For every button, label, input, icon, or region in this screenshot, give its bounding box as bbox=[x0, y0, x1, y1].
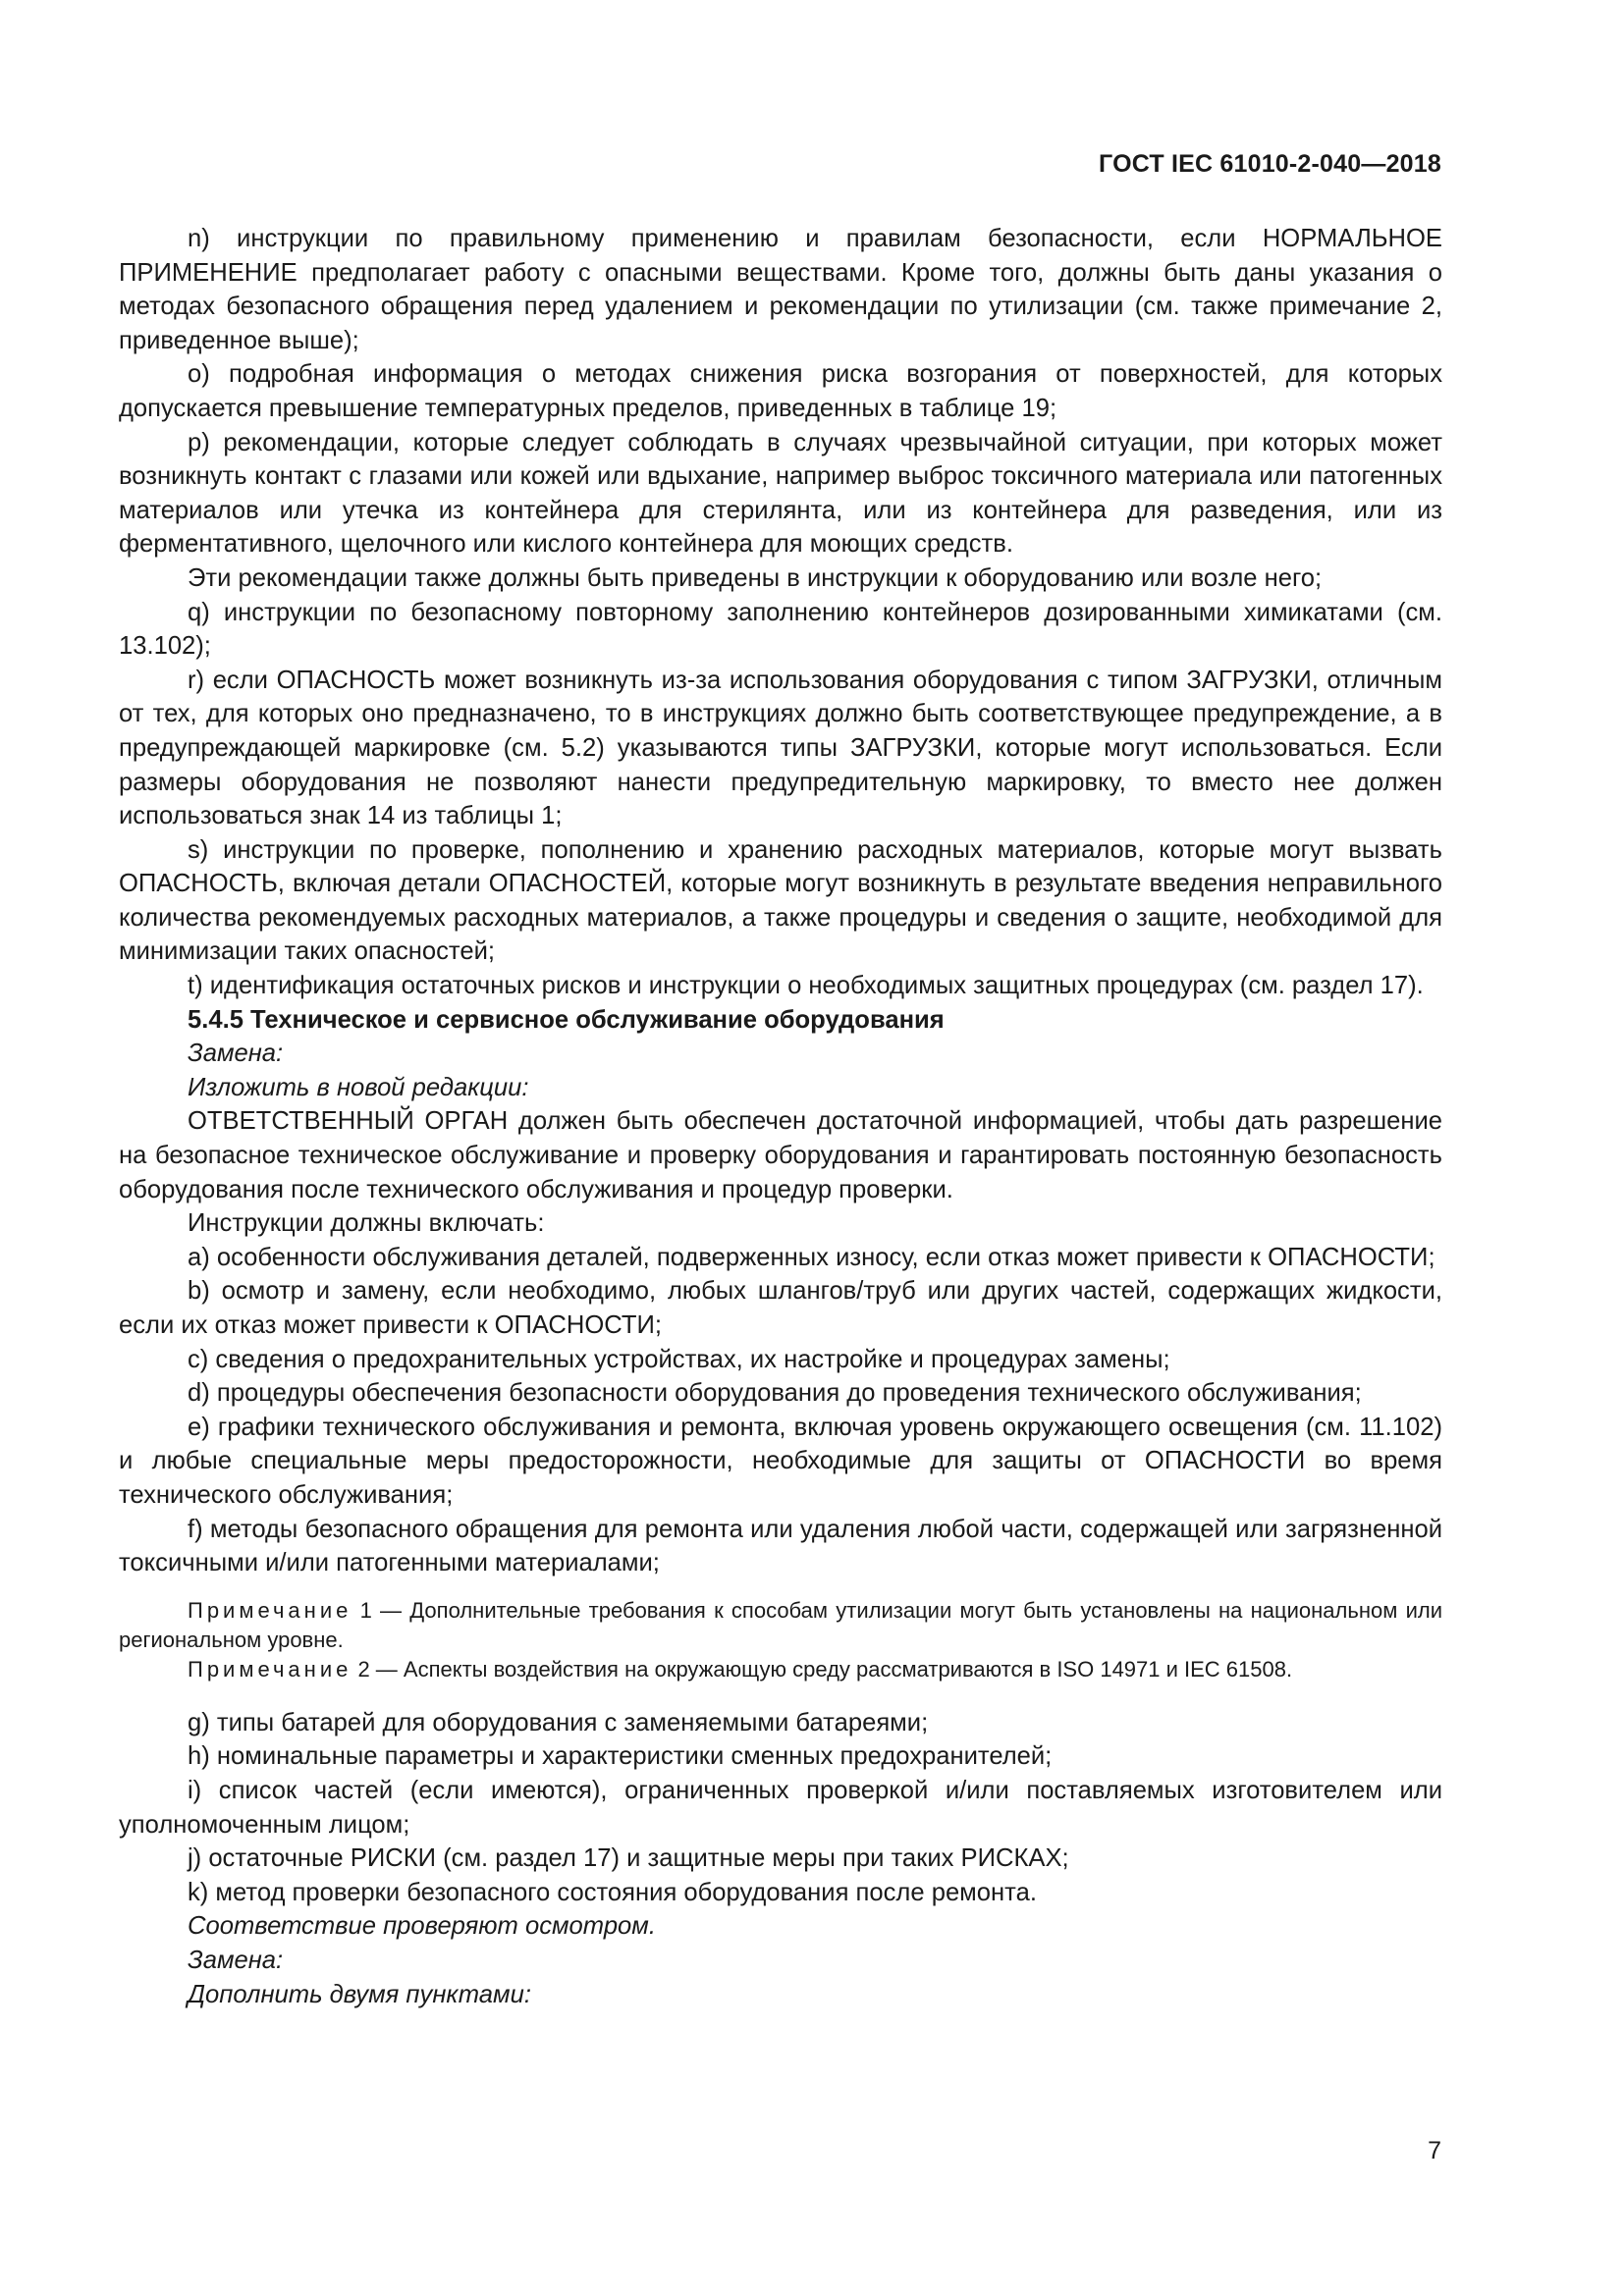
paragraph: Эти рекомендации также должны быть приведены в инструкции к оборудованию или возле него; bbox=[188, 563, 1323, 592]
paragraph: Соответствие проверяют осмотром. bbox=[188, 1912, 656, 1941]
note-label: Примечание bbox=[188, 1597, 352, 1623]
paragraph: Изложить в новой редакции: bbox=[188, 1073, 529, 1101]
paragraphs-block-2 bbox=[119, 1706, 1442, 2011]
paragraph: p) рекомендации, которые следует соблюдать в случаях чрезвычайной ситуации, при которых может возникнуть контакт с глазами или кожей или вдыхание, например выброс токсичного материала или патогенных материалов или утечка из контейнера для стерилянта, или из контейнера для разведения, или из ферментативного, щелочного или кислого контейнера для моющих средств. bbox=[119, 428, 1442, 559]
paragraph: j) остаточные РИСКИ (см. раздел 17) и защитные меры при таких РИСКАХ; bbox=[188, 1844, 1069, 1873]
paragraph: b) осмотр и замену, если необходимо, любых шлангов/труб или других частей, содержащих жидкости, если их отказ может привести к ОПАСНОСТИ; bbox=[119, 1277, 1442, 1339]
page-number: 7 bbox=[1428, 2137, 1441, 2164]
paragraph: s) инструкции по проверке, пополнению и хранению расходных материалов, которые могут вызвать ОПАСНОСТЬ, включая детали ОПАСНОСТЕЙ, которые могут возникнуть в результате введения неправильного количества рекомендуемых расходных материалов, а также процедуры и сведения о защите, необходимой для минимизации таких опасностей; bbox=[119, 835, 1442, 966]
paragraph: g) типы батарей для оборудования с заменяемыми батареями; bbox=[188, 1708, 929, 1736]
paragraph: r) если ОПАСНОСТЬ может возникнуть из-за использования оборудования с типом ЗАГРУЗКИ, отличным от тех, для которых оно предназначено, то в инструкциях должно быть соответствующее предупреждение, а в предупреждающей маркировке (см. 5.2) указываются типы ЗАГРУЗКИ, которые могут использоваться. Если размеры оборудования не позволяют нанести предупредительную маркировку, то вместо нее должен использоваться знак 14 из таблицы 1; bbox=[119, 666, 1442, 830]
paragraph: c) сведения о предохранительных устройствах, их настройке и процедурах замены; bbox=[188, 1345, 1170, 1373]
paragraph: f) методы безопасного обращения для ремонта или удаления любой части, содержащей или загрязненной токсичными и/или патогенными материалами; bbox=[119, 1515, 1442, 1577]
paragraph: Замена: bbox=[188, 1946, 284, 1974]
paragraph: n) инструкции по правильному применению и правилам безопасности, если НОРМАЛЬНОЕ ПРИМЕНЕНИЕ предполагает работу с опасными веществами. Кроме того, должны быть даны указания о методах безопасного обращения перед удалением и рекомендации по утилизации (см. также примечание 2, приведенное выше); bbox=[119, 225, 1442, 354]
standard-designation: ГОСТ IEC 61010-2-040—2018 bbox=[1099, 150, 1441, 178]
paragraph: k) метод проверки безопасного состояния оборудования после ремонта. bbox=[188, 1878, 1037, 1906]
notes-block bbox=[119, 1596, 1442, 1684]
note-text: 2 — Аспекты воздействия на окружающую среду рассматриваются в ISO 14971 и IEC 61508. bbox=[352, 1656, 1293, 1682]
note-label: Примечание bbox=[188, 1656, 352, 1682]
paragraphs-block-1 bbox=[119, 222, 1442, 1580]
paragraph: Замена: bbox=[188, 1040, 284, 1068]
paragraph: e) графики технического обслуживания и ремонта, включая уровень окружающего освещения (см. 11.102) и любые специальные меры предосторожности, необходимые для защиты от ОПАСНОСТИ во время технического обслуживания; bbox=[119, 1413, 1442, 1509]
paragraph: i) список частей (если имеются), ограниченных проверкой и/или поставляемых изготовителем или уполномоченным лицом; bbox=[119, 1776, 1442, 1839]
paragraph: h) номинальные параметры и характеристики сменных предохранителей; bbox=[188, 1742, 1053, 1771]
document-body bbox=[119, 222, 1442, 2011]
note bbox=[119, 1596, 1442, 1655]
note-text: 1 — Дополнительные требования к способам утилизации могут быть установлены на национальном или региональном уровне. bbox=[119, 1597, 1442, 1652]
section-heading: 5.4.5 Техническое и сервисное обслуживание оборудования bbox=[188, 1005, 945, 1034]
paragraph: d) процедуры обеспечения безопасности оборудования до проведения технического обслуживания; bbox=[188, 1379, 1362, 1408]
paragraph: a) особенности обслуживания деталей, подверженных износу, если отказ может привести к ОПАСНОСТИ; bbox=[188, 1243, 1435, 1271]
paragraph: q) инструкции по безопасному повторному заполнению контейнеров дозированными химикатами (см. 13.102); bbox=[119, 598, 1442, 661]
paragraph: ОТВЕТСТВЕННЫЙ ОРГАН должен быть обеспечен достаточной информацией, чтобы дать разрешение на безопасное техническое обслуживание и проверку оборудования и гарантировать постоянную безопасность оборудования после технического обслуживания и процедур проверки. bbox=[119, 1107, 1442, 1203]
paragraph: o) подробная информация о методах снижения риска возгорания от поверхностей, для которых допускается превышение температурных пределов, приведенных в таблице 19; bbox=[119, 360, 1442, 422]
paragraph: Инструкции должны включать: bbox=[188, 1209, 545, 1238]
paragraph: Дополнить двумя пунктами: bbox=[188, 1980, 531, 2008]
paragraph: t) идентификация остаточных рисков и инструкции о необходимых защитных процедурах (см. раздел 17). bbox=[188, 972, 1424, 1000]
note bbox=[119, 1655, 1442, 1684]
